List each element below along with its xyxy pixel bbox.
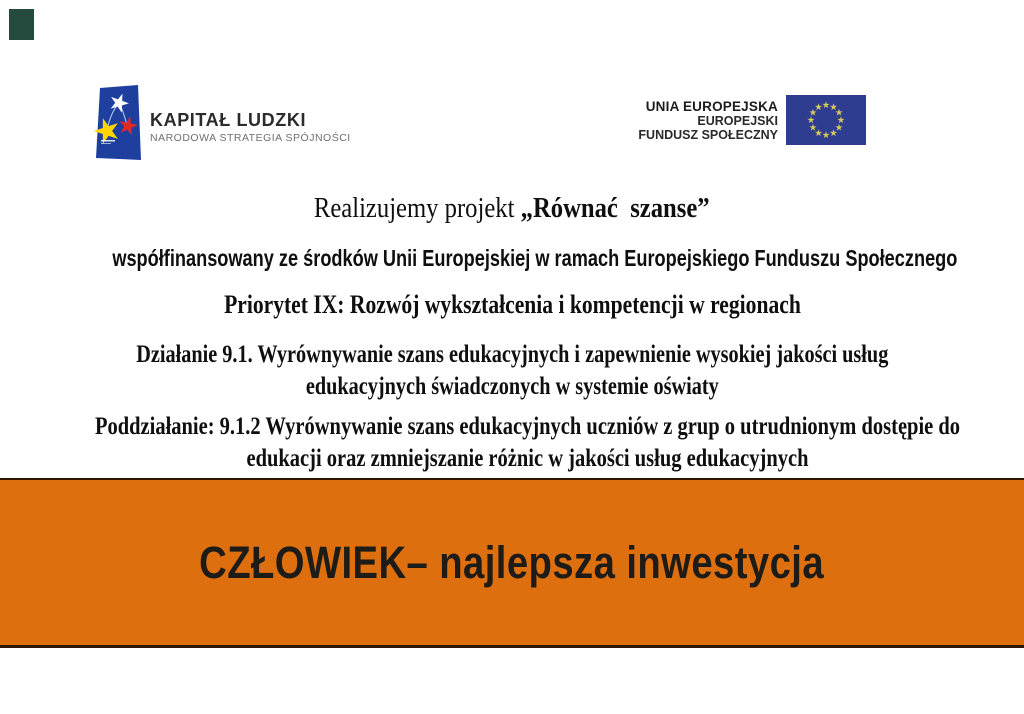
priority-text: Priorytet IX: Rozwój wykształcenia i kompetencji w regionach <box>223 290 801 319</box>
cofinance-line <box>0 245 1024 271</box>
action-line-1: Działanie 9.1. Wyrównywanie szans edukacyjnych i zapewnienie wysokiej jakości usług <box>135 341 889 368</box>
kapital-ludzki-flag-icon <box>94 80 146 164</box>
cofinance-text: współfinansowany ze środków Unii Europejskiej w ramach Europejskiego Funduszu Społecznego <box>112 245 958 271</box>
subaction-block <box>0 411 1024 475</box>
slogan-banner <box>0 478 1024 648</box>
eu-union-label: UNIA EUROPEJSKA <box>645 99 778 114</box>
kapital-ludzki-title: KAPITAŁ LUDZKI <box>150 110 307 130</box>
kapital-ludzki-wordmark <box>150 110 351 144</box>
eu-fund-label-line2: FUNDUSZ SPOŁECZNY <box>638 128 778 142</box>
eu-flag-icon <box>786 95 866 150</box>
corner-marker <box>9 9 34 40</box>
intro-project-name: „Równać szanse” <box>520 192 710 224</box>
priority-line <box>0 291 1024 319</box>
action-block <box>0 339 1024 403</box>
eu-flag-graphic <box>786 95 866 145</box>
slogan-text: CZŁOWIEK– najlepsza inwestycja <box>199 536 825 588</box>
intro-prefix: Realizujemy projekt <box>314 192 521 224</box>
kapital-ludzki-subtitle: NARODOWA STRATEGIA SPÓJNOŚCI <box>150 132 351 144</box>
action-line-2: edukacyjnych świadczonych w systemie oświaty <box>305 373 719 400</box>
subaction-line-2: edukacji oraz zmniejszanie różnic w jakości usług edukacyjnych <box>246 445 809 472</box>
subaction-line-1: Poddziałanie: 9.1.2 Wyrównywanie szans edukacyjnych uczniów z grup o utrudnionym dostępie do <box>94 413 961 440</box>
eu-wordmark <box>560 99 778 142</box>
eu-fund-label-line1: EUROPEJSKI <box>697 114 778 128</box>
intro-line <box>0 193 1024 224</box>
kapital-ludzki-logo <box>94 80 146 164</box>
